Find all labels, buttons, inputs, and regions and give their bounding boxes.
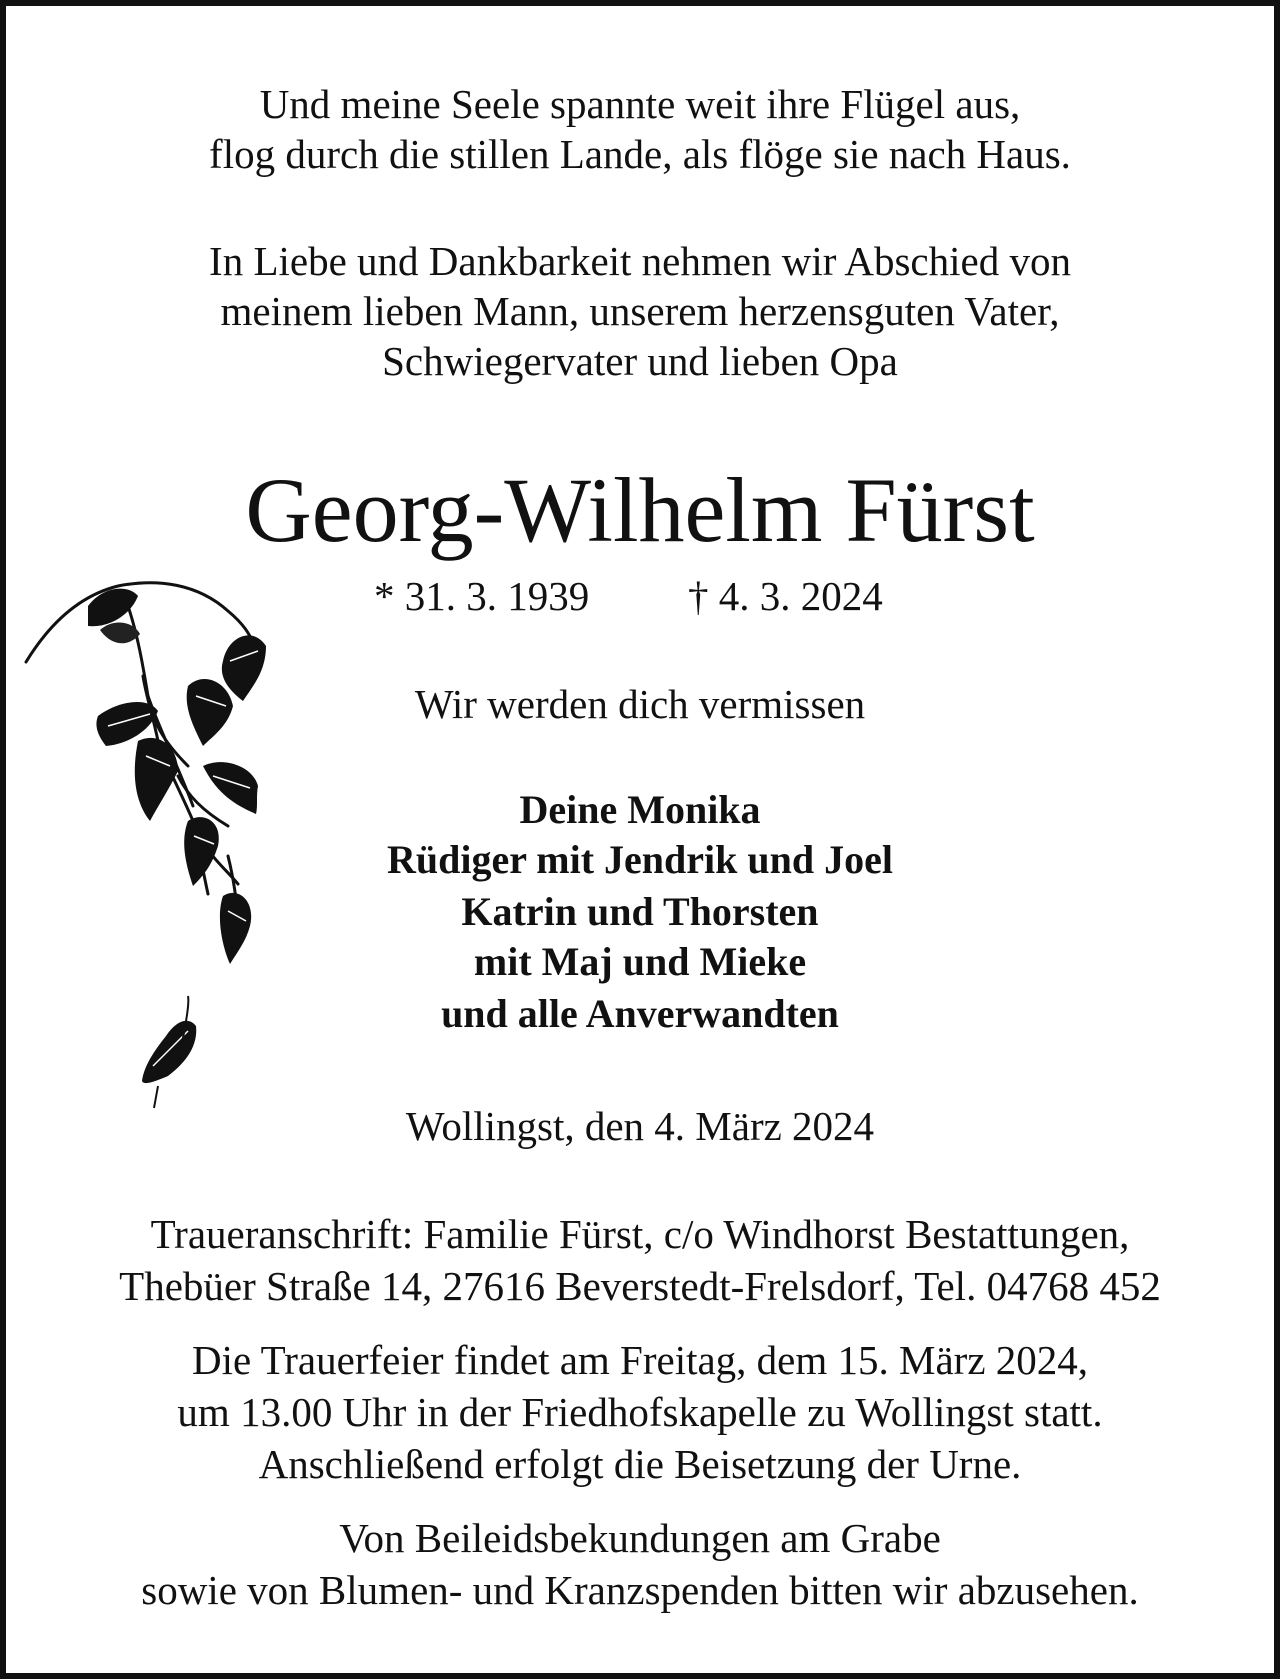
death-date: † 4. 3. 2024 [688, 573, 883, 619]
request-line-1: Von Beileidsbekundungen am Grabe [339, 1515, 941, 1561]
mourner-line-1: Deine Monika [519, 787, 761, 832]
request-line-2: sowie von Blumen- und Kranzspenden bitten wir abzusehen. [141, 1567, 1139, 1613]
place-date: Wollingst, den 4. März 2024 [405, 1103, 875, 1149]
birth-date: * 31. 3. 1939 [374, 573, 590, 619]
ceremony-line-2: um 13.00 Uhr in der Friedhofskapelle zu Wollingst statt. [177, 1389, 1103, 1435]
intro-line-1: In Liebe und Dankbarkeit nehmen wir Abschied von [209, 238, 1071, 284]
poem-line-2: flog durch die stillen Lande, als flöge sie nach Haus. [209, 131, 1071, 177]
intro-line-2: meinem lieben Mann, unserem herzensguten Vater, [220, 288, 1060, 334]
intro-line-3: Schwiegervater und lieben Opa [382, 338, 898, 384]
ceremony-line-1: Die Trauerfeier findet am Freitag, dem 15. März 2024, [191, 1337, 1089, 1383]
mourner-line-4: mit Maj und Mieke [473, 939, 807, 984]
deceased-name: Georg-Wilhelm Fürst [245, 459, 1035, 561]
farewell-line: Wir werden dich vermissen [414, 681, 866, 727]
mourner-line-5: und alle Anverwandten [441, 991, 839, 1036]
mourner-line-3: Katrin und Thorsten [461, 889, 819, 934]
mourner-line-2: Rüdiger mit Jendrik und Joel [387, 837, 893, 882]
address-line-2: Thebüer Straße 14, 27616 Beverstedt-Frelsdorf, Tel. 04768 452 [119, 1263, 1161, 1309]
poem-line-1: Und meine Seele spannte weit ihre Flügel aus, [259, 81, 1021, 127]
ceremony-line-3: Anschließend erfolgt die Beisetzung der Urne. [258, 1441, 1022, 1487]
address-line-1: Traueranschrift: Familie Fürst, c/o Windhorst Bestattungen, [150, 1211, 1130, 1257]
